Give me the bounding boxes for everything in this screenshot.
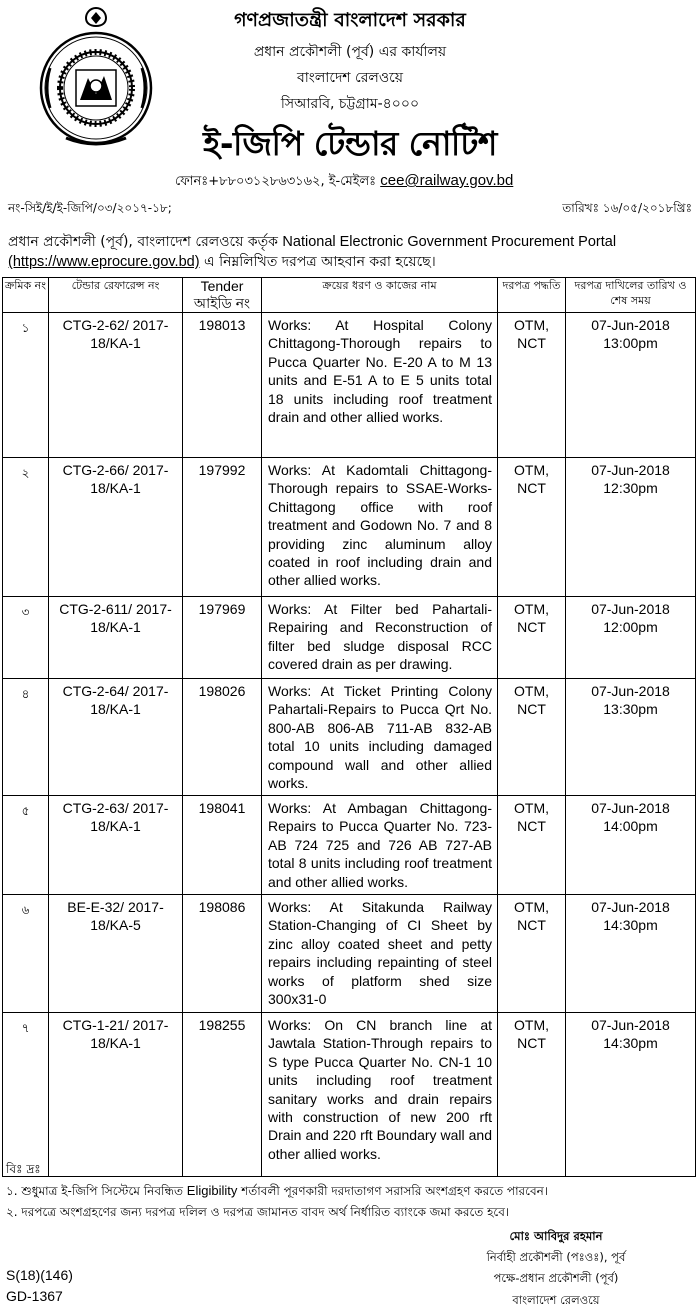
row-sl: ৫ (3, 796, 49, 895)
row-reference: CTG-2-63/ 2017-18/KA-1 (49, 796, 183, 895)
notice-title: ই-জিপি টেন্ডার নোটিশ (203, 124, 497, 163)
email-link[interactable]: cee@railway.gov.bd (380, 172, 514, 189)
email-label: , ই-মেইলঃ (320, 174, 377, 189)
row-method: OTM, NCT (498, 895, 566, 1013)
government-heading: গণপ্রজাতন্ত্রী বাংলাদেশ সরকার (234, 9, 466, 31)
row-tender-id: 197992 (183, 458, 262, 597)
row-reference: CTG-2-64/ 2017-18/KA-1 (49, 679, 183, 796)
row-work: Works: At Filter bed Pahartali-Repairing and Reconstruction of filter bed sludge disposal RCC covered drain as per drawing. (262, 597, 498, 679)
row-sl: ৪ (3, 679, 49, 796)
row-method: OTM, NCT (498, 313, 566, 458)
signatory-designation: নির্বাহী প্রকৌশলী (পঃওঃ), পূর্ব (486, 1250, 626, 1264)
row-tender-id: 198026 (183, 679, 262, 796)
header-sl: ক্রমিক নং (3, 278, 49, 313)
row-date: 07-Jun-2018 12:00pm (566, 597, 696, 679)
row-work: Works: At Ticket Printing Colony Pahartali-Repairs to Pucca Qrt No. 800-AB 806-AB 711-AB 832-AB total 10 units including damaged compound wall and other allied works. (262, 679, 498, 796)
table-row (3, 1013, 696, 1177)
row-method: OTM, NCT (498, 1013, 566, 1177)
row-method: OTM, NCT (498, 796, 566, 895)
row-work: Works: On CN branch line at Jawtala Station-Through repairs to S type Pucca Quarter No. CN-1 10 units including roof treatment sanitary works and drain repairs with construction of new 200 rft Drain and 220 rft Boundary wall and other allied works. (262, 1013, 498, 1177)
row-date: 07-Jun-2018 14:30pm (566, 895, 696, 1013)
row-tender-id: 198013 (183, 313, 262, 458)
contact-line (175, 172, 513, 193)
table-row (3, 313, 696, 458)
header-work: ক্রয়ের ধরণ ও কাজের নাম (262, 278, 498, 313)
table-row (3, 796, 696, 895)
table-row (3, 597, 696, 679)
row-reference: CTG-1-21/ 2017-18/KA-1 (49, 1013, 183, 1177)
publication-code-2: GD-1367 (6, 1288, 63, 1304)
row-tender-id: 198041 (183, 796, 262, 895)
row-work: Works: At Ambagan Chittagong-Repairs to Pucca Quarter No. 723-AB 724 725 and 726 AB 727-AB total 8 units including roof treatment and other allied works. (262, 796, 498, 895)
signatory-name: মোঃ আবিদুর রহমান (509, 1229, 603, 1243)
table-row (3, 679, 696, 796)
row-sl: ৭ (3, 1013, 49, 1177)
portal-url-link[interactable]: (https://www.eprocure.gov.bd) (8, 254, 200, 270)
publication-code-1: S(18)(146) (6, 1267, 73, 1283)
reference-number: নং-সিই/ই/ই-জিপি/০৩/২০১৭-১৮; (8, 201, 172, 215)
table-header-row (3, 278, 696, 313)
row-sl: ১ (3, 313, 49, 458)
row-sl: ৩ (3, 597, 49, 679)
row-method: OTM, NCT (498, 597, 566, 679)
row-reference: CTG-2-66/ 2017-18/KA-1 (49, 458, 183, 597)
row-method: OTM, NCT (498, 679, 566, 796)
row-date: 07-Jun-2018 12:30pm (566, 458, 696, 597)
row-work: Works: At Hospital Colony Chittagong-Thorough repairs to Pucca Quarter No. E-20 A to M 13 units and E-51 A to E 5 units total 18 units including roof treatment drain and other allied works. (262, 313, 498, 458)
signatory-org: বাংলাদেশ রেলওয়ে (512, 1293, 600, 1307)
header-method: দরপত্র পদ্ধতি (498, 278, 566, 313)
row-reference: BE-E-32/ 2017-18/KA-5 (49, 895, 183, 1013)
row-sl: ২ (3, 458, 49, 597)
row-method: OTM, NCT (498, 458, 566, 597)
tender-table (2, 277, 696, 1177)
row-sl: ৬ (3, 895, 49, 1013)
phone-label: ফোনঃ (175, 174, 209, 189)
note-1 (6, 1183, 548, 1203)
row-date: 07-Jun-2018 14:30pm (566, 1013, 696, 1177)
row-date: 07-Jun-2018 13:30pm (566, 679, 696, 796)
table-row (3, 895, 696, 1013)
note-1-eligibility: Eligibility (186, 1183, 238, 1198)
notes-heading: বিঃ দ্রঃ (6, 1162, 41, 1176)
note-2: ২. দরপত্রে অংশগ্রহণের জন্য দরপত্র দলিল ও দরপত্র জামানত বাবদ অর্থ নির্ধারিত ব্যাংকে জমা করতে হবে। (6, 1205, 510, 1219)
signatory-on-behalf: পক্ষে-প্রধান প্রকৌশলী (পূর্ব) (493, 1271, 619, 1285)
header-date: দরপত্র দাখিলের তারিখ ও শেষ সময় (566, 278, 696, 313)
table-row (3, 458, 696, 597)
header-tender-id: Tender আইডি নং (183, 278, 262, 313)
row-work: Works: At Kadomtali Chittagong-Thorough repairs to SSAE-Works-Chittagong office with roof treatment and Godown No. 7 and 8 providing zinc aluminum alloy coated in roof including drain and other allied works. (262, 458, 498, 597)
row-tender-id: 197969 (183, 597, 262, 679)
office-heading: প্রধান প্রকৌশলী (পূর্ব) এর কার্যালয় (253, 44, 447, 60)
intro-text-2: এ নিম্নলিখিত দরপত্র আহবান করা হয়েছে। (199, 254, 436, 270)
address-heading: সিআরবি, চট্টগ্রাম-৪০০০ (280, 96, 420, 112)
header-reference: টেন্ডার রেফারেন্স নং (49, 278, 183, 313)
intro-paragraph (8, 232, 692, 272)
bangladesh-railway-seal-icon (36, 4, 156, 154)
row-tender-id: 198086 (183, 895, 262, 1013)
row-date: 07-Jun-2018 14:00pm (566, 796, 696, 895)
notice-date: তারিখঃ ১৬/০৫/২০১৮খ্রিঃ (562, 201, 692, 215)
note-1-text-a: ১. শুধুমাত্র ই-জিপি সিস্টেমে নিবন্ধিত (6, 1184, 187, 1198)
intro-text-1: প্রধান প্রকৌশলী (পূর্ব), বাংলাদেশ রেলওয়ে কর্তৃক (8, 234, 283, 250)
railway-heading: বাংলাদেশ রেলওয়ে (296, 70, 404, 86)
row-tender-id: 198255 (183, 1013, 262, 1177)
row-date: 07-Jun-2018 13:00pm (566, 313, 696, 458)
phone-number: +৮৮০৩১২৮৬৩১৬২ (208, 174, 321, 189)
note-1-text-b: শর্তাবলী পূরণকারী দরদাতাগণ সরাসরি অংশগ্রহণ করতে পারবেন। (237, 1184, 549, 1198)
row-reference: CTG-2-611/ 2017-18/KA-1 (49, 597, 183, 679)
row-reference: CTG-2-62/ 2017-18/KA-1 (49, 313, 183, 458)
row-work: Works: At Sitakunda Railway Station-Changing of CI Sheet by zinc alloy coated sheet and petty repairs including repainting of steel works of platform shed size 300x31-0 (262, 895, 498, 1013)
portal-name: National Electronic Government Procurement Portal (282, 234, 617, 250)
